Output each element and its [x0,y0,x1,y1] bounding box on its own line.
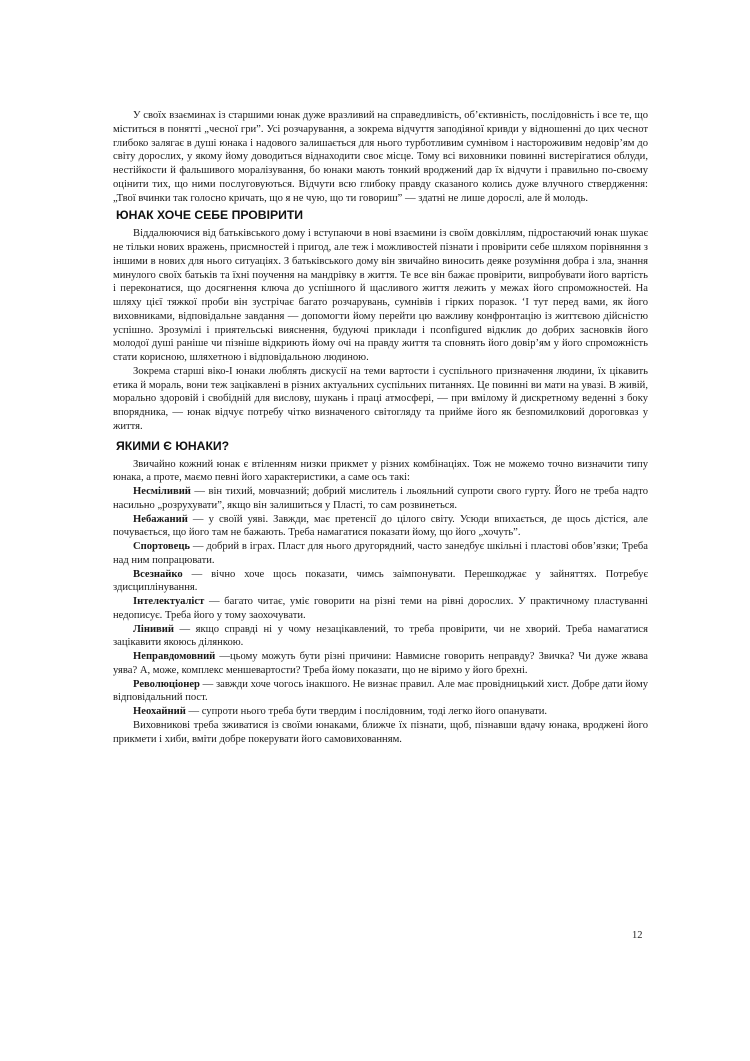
type-description: — завжди хоче чогось інакшого. Не визнає правил. Але має провідницький хист. Добре дати йому відповідальний пост. [113,678,648,704]
type-term: Неохайний [133,706,186,717]
type-term: Всезнайко [133,568,183,580]
type-term: Неправдомовний [133,651,216,662]
spacer [113,434,648,436]
page-content [113,109,648,746]
type-description: — у своїй уяві. Завжди, має претенсії до цілого світу. Усюди впихається, де щось дістіся, але почувається, що його там не бажають. Треба намагатися показати йому, що його „хочуть”. [113,513,648,539]
type-term: Лінивий [133,623,174,635]
type-term: Інтелектуаліст [133,596,205,607]
type-item [113,568,648,596]
type-description: — він тихий, мовчазний; добрий мислитель і льояльний супроти свого гурту. Його не треба надто насильно „розрухувати”, якщо він залишиться у Пласті, то сам розвинеться. [113,486,648,511]
page-number: 12 [632,930,643,941]
section1-paragraph: Віддалюючися від батьківського дому і вступаючи в нові взаємини із своїм довкіллям, підростаючий юнак шукає не тільки нових вражень, присмностей і пригод, але теж і можливостей пізнати і провірити себе шляхом порівняння з іншими в нових для нього ситуаціях. З батьківського дому він звичайно виносить деяке розуміння добра і зла, знання минулого своїх батьків та їхні поучення на мандрівку в життя. Те все він бажає провірити, випробувати його вартість і переконатися, що досягнення ключа до успішного й щасливого життя лежить у межах його спроможностей. На шляху цієї тяжкої проби він зустрічає багато розчарувань, сумнівів і гірких поразок. ‘І тут перед вами, як його виховниками, відповідальне завдання — допомогти йому перейти цю важливу конфронтацію із життєвою дійсністю успішно. Зрозумілі і приятельські вияснення, будуючі приклади і пconfigured відклик до добрих засновків його молодої душі раніше чи пізніше відкриють йому очі на правду життя та сповнять його довір’ям у його спроможність стати корисною, шляхетною і відповідальною людиною. [113,228,648,363]
type-term: Революціонер [133,678,200,690]
intro-paragraph: У своїх взаєминах із старшими юнак дуже вразливий на справедливість, об’єктивність, послідовність і все те, що міститься в понятті „чесної гри”. Усі розчарування, а зокрема відчуття заподіяної кривди у відношенні до цих чеснот глибоко залягає в душі юнака і надового залишається для нього турботливим сумнівом і настороживим недовір’ям до світу дорослих, у якому йому доводиться віднаходити своє місце. Тому всі виховники повинні вистерігатися облуди, нестійкости й фальшивого моралізування, бо юнаки мають тонкий вроджений дар їх відчути і правильно по-своєму оцінити тих, що ними послуговуються. Відчути всю глибоку правду сказаного колись дуже влучного ствердження: „Твої вчинки так голосно кричать, що я не чую, що ти говориш” — здатні не лише дорослі, але й молодь. [113,110,648,204]
type-description: — багато читає, уміє говорити на різні теми на рівні дорослих. У практичному пластуванні недописує. Треба його у тому заохочувати. [113,596,648,621]
type-item [113,595,648,623]
type-description: — якщо справді ні у чому незацікавлений, то треба провірити, чи не хворий. Треба намагатися зацікавити якоюсь ділянкою. [113,623,648,649]
section1-paragraph: Зокрема старші віко-І юнаки люблять дискусії на теми вартости і суспільного призначення людини, їх цікавить етика й мораль, вони теж зацікавлені в різних актуальних суспільних питаннях. Це повинні ви мати на увазі. В живій, морально здоровій і свобідній для вислову, шукань і праці атмосфері, — при вмілому й дискретному веденні з боку впорядника, — юнак відчує потребу чітко визначеного світогляду та прийме його як безпомилковий дороговказ у життя. [113,365,648,432]
type-term: Спортовець [133,541,191,552]
type-term: Небажаний [133,513,188,525]
closing-paragraph: Виховникові треба зживатися із своїми юнаками, ближче їх пізнати, щоб, пізнавши вдачу юнака, вроджені його прикмети і хиби, вміти добре покерувати його самовихованням. [113,719,648,745]
type-item [113,485,648,513]
type-item [113,623,648,651]
type-item [113,540,648,568]
type-description: — вічно хоче щось показати, чимсь заімпонувати. Перешкоджає у зайняттях. Потребує здисциплінування. [113,568,648,594]
section-heading-types: ЯКИМИ Є ЮНАКИ? [116,438,230,453]
type-item [113,650,648,678]
type-item [113,513,648,541]
section-heading-test-yourself: ЮНАК ХОЧЕ СЕБЕ ПРОВІРИТИ [116,208,304,223]
type-description: —цьому можуть бути різні причини: Навмисне говорить неправду? Звичка? Чи дуже жвава уява? А, може, комплекс меншевартости? Треба йому показати, що не віримо у його брехні. [113,651,648,676]
type-term: Несміливий [133,486,191,497]
type-description: — супроти нього треба бути твердим і послідовним, тоді легко його опанувати. [185,706,548,717]
type-item [113,678,648,706]
type-description: — добрий в іграх. Пласт для нього другорядний, часто занедбує шкільні і пластові обов’язки; Треба над ним попрацювати. [113,541,648,566]
section2-intro: Звичайно кожний юнак є втіленням низки прикмет у різних комбінаціях. Тож не можемо точно визначити типу юнака, а проте, маємо певні його характеристики, а саме ось такі: [113,458,648,484]
type-item [113,705,648,719]
